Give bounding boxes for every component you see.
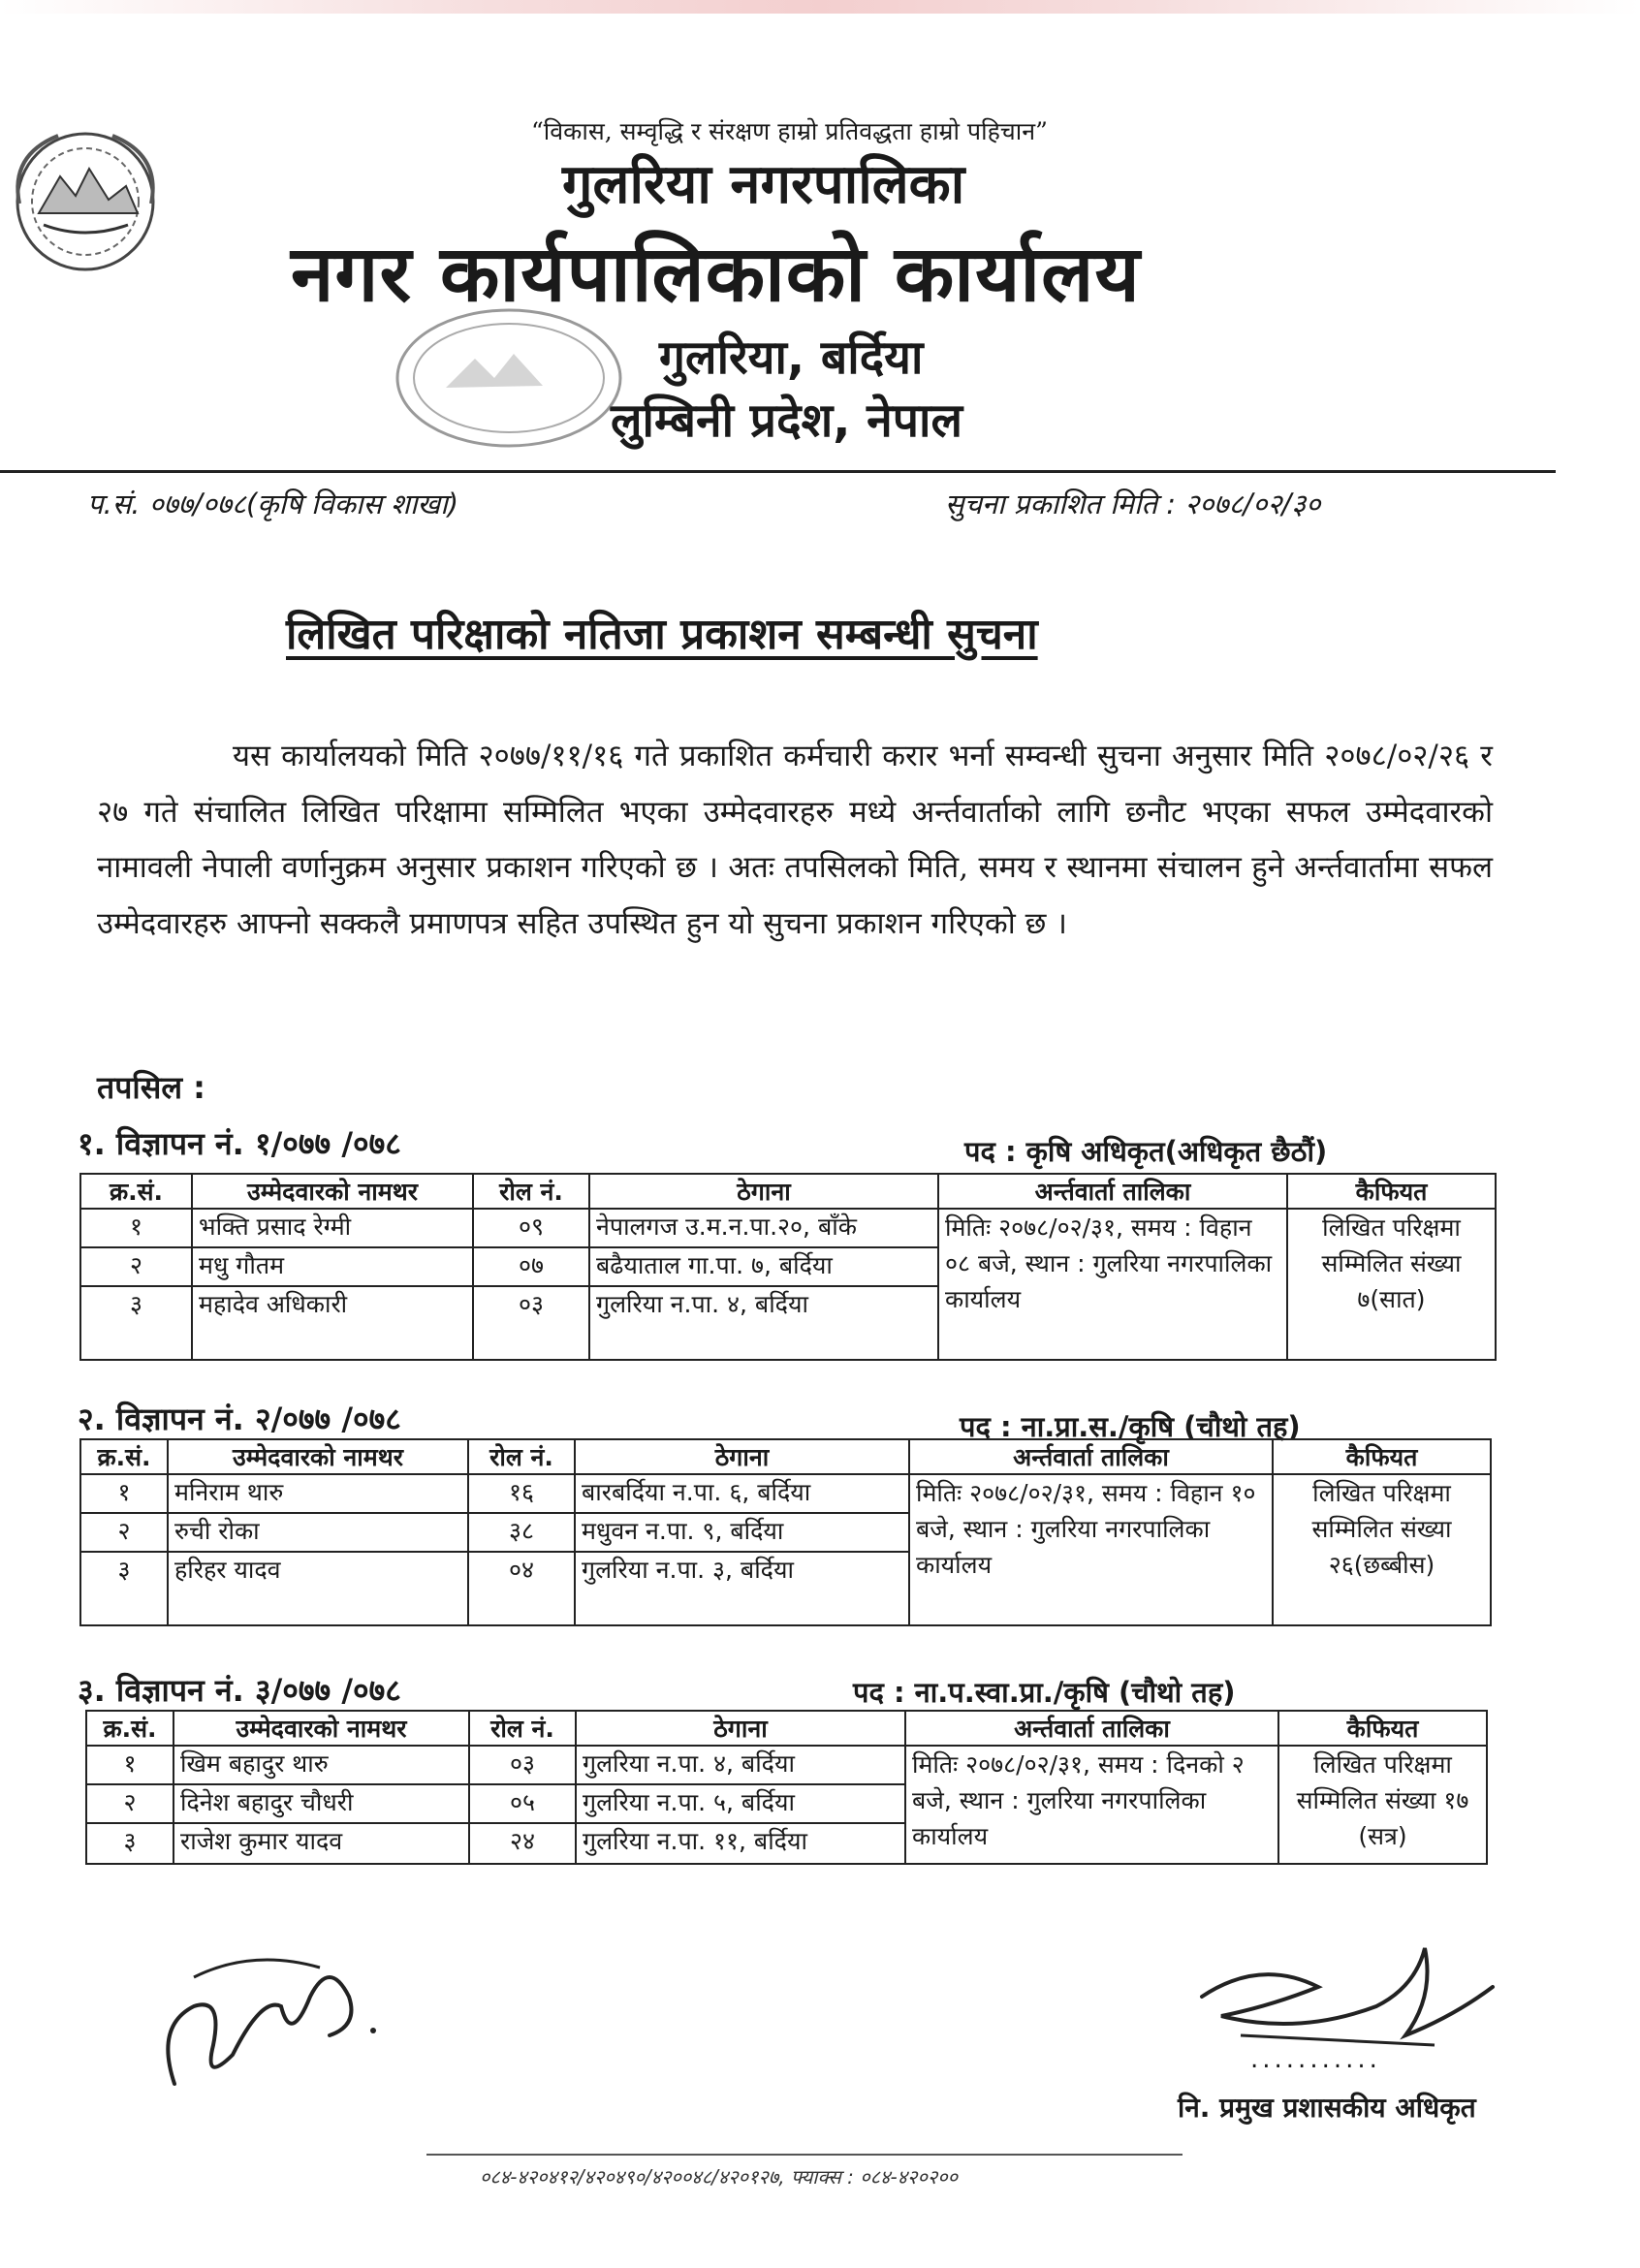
- municipality-name: गुलरिया नगरपालिका: [562, 153, 965, 216]
- col-address: ठेगाना: [575, 1439, 909, 1474]
- footer-divider: [426, 2154, 1183, 2156]
- footer-contact: ०८४-४२०४१२/४२०४९०/४२००४८/४२०१२७, फ्याक्स : ०८४-४२०२००: [480, 2165, 959, 2189]
- cell-name: राजेश कुमार यादव: [173, 1823, 469, 1864]
- table-row: [80, 1474, 1491, 1513]
- col-sn: क्र.सं.: [80, 1439, 168, 1474]
- col-remarks: कैफियत: [1278, 1711, 1487, 1746]
- office-name: नगर कार्यपालिकाको कार्यालय: [291, 229, 1141, 319]
- col-schedule: अर्न्तवार्ता तालिका: [905, 1711, 1278, 1746]
- cell-name: महादेव अधिकारी: [192, 1286, 473, 1360]
- cell-sn: २: [80, 1513, 168, 1552]
- table-header-row: [86, 1711, 1487, 1746]
- cell-roll: ०४: [468, 1552, 575, 1625]
- signatory-title: नि. प्रमुख प्रशासकीय अधिकृत: [1178, 2092, 1476, 2124]
- cell-sn: ३: [80, 1552, 168, 1625]
- office-stamp: [388, 300, 630, 456]
- table-row: [80, 1209, 1496, 1247]
- cell-address: गुलरिया न.पा. ३, बर्दिया: [575, 1552, 909, 1625]
- section-3-post: पद : ना.प.स्वा.प्रा./कृषि (चौथो तह): [853, 1676, 1236, 1709]
- col-address: ठेगाना: [589, 1174, 938, 1209]
- annex-label: तपसिल :: [97, 1069, 205, 1106]
- cell-address: गुलरिया न.पा. ४, बर्दिया: [576, 1746, 905, 1784]
- signature-dots: ...........: [1250, 2045, 1381, 2074]
- col-sn: क्र.सं.: [86, 1711, 173, 1746]
- col-name: उम्मेदवारको नामथर: [168, 1439, 468, 1474]
- section-2-heading: २. विज्ञापन नं. २/०७७ /०७८: [78, 1401, 401, 1437]
- cell-sn: १: [80, 1209, 192, 1247]
- cell-roll: ०७: [473, 1247, 589, 1286]
- cell-remarks: लिखित परिक्षमा सम्मिलित संख्या २६(छब्बीस): [1273, 1474, 1491, 1625]
- cell-name: दिनेश बहादुर चौधरी: [173, 1784, 469, 1823]
- cell-roll: १६: [468, 1474, 575, 1513]
- section-2-table: [79, 1438, 1492, 1626]
- cell-name: मनिराम थारु: [168, 1474, 468, 1513]
- col-remarks: कैफियत: [1273, 1439, 1491, 1474]
- cell-sn: १: [80, 1474, 168, 1513]
- col-roll: रोल नं.: [473, 1174, 589, 1209]
- cell-remarks: लिखित परिक्षमा सम्मिलित संख्या १७ (सत्र): [1278, 1746, 1487, 1864]
- cell-roll: ०९: [473, 1209, 589, 1247]
- cell-name: भक्ति प्रसाद रेग्मी: [192, 1209, 473, 1247]
- cell-roll: ०५: [469, 1784, 576, 1823]
- cell-schedule: मितिः २०७८/०२/३१, समय : दिनको २ बजे, स्थान : गुलरिया नगरपालिका कार्यालय: [905, 1746, 1278, 1864]
- cell-address: गुलरिया न.पा. ११, बर्दिया: [576, 1823, 905, 1864]
- cell-address: बढैयाताल गा.पा. ७, बर्दिया: [589, 1247, 938, 1286]
- cell-name: हरिहर यादव: [168, 1552, 468, 1625]
- col-name: उम्मेदवारको नामथर: [173, 1711, 469, 1746]
- cell-address: गुलरिया न.पा. ४, बर्दिया: [589, 1286, 938, 1360]
- cell-roll: २४: [469, 1823, 576, 1864]
- handwritten-signature-left: [136, 1938, 388, 2113]
- cell-roll: ३८: [468, 1513, 575, 1552]
- reference-number: प.सं. ०७७/०७८(कृषि विकास शाखा): [87, 488, 459, 520]
- cell-address: नेपालगज उ.म.न.पा.२०, बाँके: [589, 1209, 938, 1247]
- table-header-row: [80, 1439, 1491, 1474]
- top-band: [0, 0, 1640, 14]
- col-remarks: कैफियत: [1287, 1174, 1496, 1209]
- section-1-table: [79, 1173, 1497, 1361]
- cell-sn: १: [86, 1746, 173, 1784]
- section-1-heading: १. विज्ञापन नं. १/०७७ /०७८: [78, 1125, 401, 1162]
- cell-address: गुलरिया न.पा. ५, बर्दिया: [576, 1784, 905, 1823]
- cell-sn: ३: [86, 1823, 173, 1864]
- cell-roll: ०३: [473, 1286, 589, 1360]
- address-line-2: लुम्बिनी प्रदेश, नेपाल: [611, 394, 963, 448]
- publish-date: सुचना प्रकाशित मिति : २०७८/०२/३०: [945, 488, 1321, 520]
- cell-address: मधुवन न.पा. ९, बर्दिया: [575, 1513, 909, 1552]
- cell-schedule: मितिः २०७८/०२/३१, समय : विहान १० बजे, स्थान : गुलरिया नगरपालिका कार्यालय: [909, 1474, 1273, 1625]
- col-roll: रोल नं.: [468, 1439, 575, 1474]
- cell-name: मधु गौतम: [192, 1247, 473, 1286]
- cell-sn: २: [80, 1247, 192, 1286]
- cell-address: बारबर्दिया न.पा. ६, बर्दिया: [575, 1474, 909, 1513]
- col-schedule: अर्न्तवार्ता तालिका: [909, 1439, 1273, 1474]
- table-header-row: [80, 1174, 1496, 1209]
- section-3-table: [85, 1710, 1488, 1865]
- col-roll: रोल नं.: [469, 1711, 576, 1746]
- section-3-heading: ३. विज्ञापन नं. ३/०७७ /०७८: [78, 1672, 401, 1709]
- cell-roll: ०३: [469, 1746, 576, 1784]
- col-name: उम्मेदवारको नामथर: [192, 1174, 473, 1209]
- col-sn: क्र.सं.: [80, 1174, 192, 1209]
- cell-remarks: लिखित परिक्षमा सम्मिलित संख्या ७(सात): [1287, 1209, 1496, 1360]
- col-schedule: अर्न्तवार्ता तालिका: [938, 1174, 1287, 1209]
- cell-name: रुची रोका: [168, 1513, 468, 1552]
- header-divider: [0, 470, 1556, 473]
- table-row: [86, 1746, 1487, 1784]
- address-line-1: गुलरिया, बर्दिया: [659, 331, 924, 385]
- section-1-post: पद : कृषि अधिकृत(अधिकृत छैठौं): [964, 1135, 1328, 1168]
- cell-sn: २: [86, 1784, 173, 1823]
- section-2-post: पद : ना.प्रा.स./कृषि (चौथो तह): [960, 1410, 1301, 1443]
- notice-title: लिखित परिक्षाको नतिजा प्रकाशन सम्बन्धी सुचना: [286, 610, 1038, 659]
- cell-schedule: मितिः २०७८/०२/३१, समय : विहान ०८ बजे, स्थान : गुलरिया नगरपालिका कार्यालय: [938, 1209, 1287, 1360]
- cell-sn: ३: [80, 1286, 192, 1360]
- col-address: ठेगाना: [576, 1711, 905, 1746]
- cell-name: खिम बहादुर थारु: [173, 1746, 469, 1784]
- notice-body: यस कार्यालयको मिति २०७७/११/१६ गते प्रकाशित कर्मचारी करार भर्ना सम्वन्धी सुचना अनुसार मिति २०७८/०२/२६ र २७ गते संचालित लिखित परिक्षामा सम्मिलित भएका उम्मेदवारहरु मध्ये अर्न्तवार्ताको लागि छनौट भएका सफल उम्मेदवारको नामावली नेपाली वर्णानुक्रम अनुसार प्रकाशन गरिएको छ । अतः तपसिलको मिति, समय र स्थानमा संचालन हुने अर्न्तवार्तामा सफल उम्मेदवारहरु आफ्नो सक्कलै प्रमाणपत्र सहित उपस्थित हुन यो सुचना प्रकाशन गरिएको छ ।: [97, 739, 1493, 941]
- nepal-emblem-icon: [0, 116, 174, 281]
- motto: “विकास, सम्वृद्धि र संरक्षण हाम्रो प्रतिवद्धता हाम्रो पहिचान”: [531, 117, 1048, 145]
